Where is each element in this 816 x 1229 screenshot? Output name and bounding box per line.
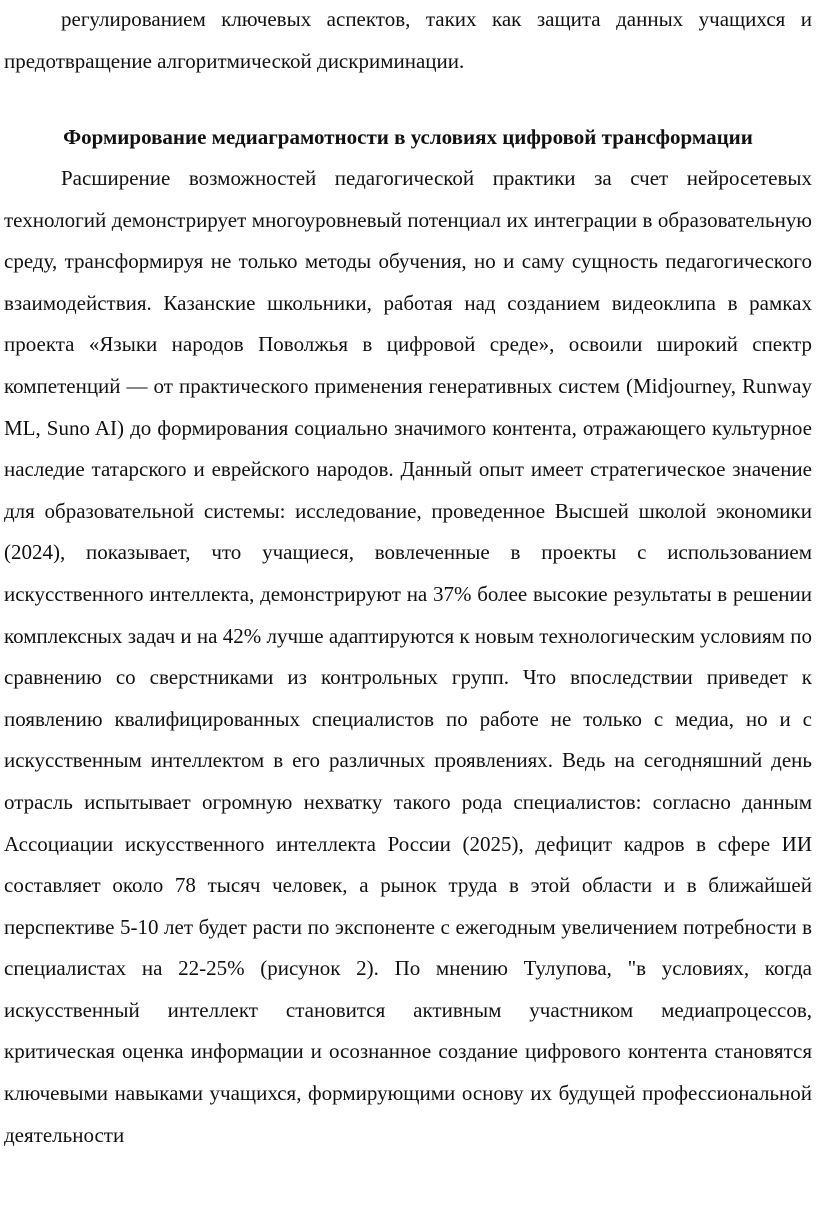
paragraph-continuation: регулированием ключевых аспектов, таких как защита данных учащихся и предотвращение алгоритмической дискриминации. — [4, 7, 812, 73]
section-heading: Формирование медиаграмотности в условиях цифровой трансформации — [63, 125, 753, 149]
paragraph-main: Расширение возможностей педагогической практики за счет нейросетевых технологий демонстрирует многоуровневый потенциал их интеграции в образовательную среду, трансформируя не только методы обучения, но и саму сущность педагогического взаимодействия. Казанские школьники, работая над созданием видеоклипа в рамках проекта «Языки народов Поволжья в цифровой среде», освоили широкий спектр компетенций — от практического применения генеративных систем (Midjourney, Runway ML, Suno AI) до формирования социально значимого контента, отражающего культурное наследие татарского и еврейского народов. Данный опыт имеет стратегическое значение для образовательной системы: исследование, проведенное Высшей школой экономики (2024), показывает, что учащиеся, вовлеченные в проекты с использованием искусственного интеллекта, демонстрируют на 37% более высокие результаты в решении комплексных задач и на 42% лучше адаптируются к новым технологическим условиям по сравнению со сверстниками из контрольных групп. Что впоследствии приведет к появлению квалифицированных специалистов по работе не только с медиа, но и с искусственным интеллектом в его различных проявлениях. Ведь на сегодняшний день отрасль испытывает огромную нехватку такого рода специалистов: согласно данным Ассоциации искусственного интеллекта России (2025), дефицит кадров в сфере ИИ составляет около 78 тысяч человек, а рынок труда в этой области и в ближайшей перспективе 5-10 лет будет расти по экспоненте с ежегодным увеличением потребности в специалистах на 22-25% (рисунок 2). По мнению Тулупова, "в условиях, когда искусственный интеллект становится активным участником медиапроцессов, критическая оценка информации и осознанное создание цифрового контента становятся ключевыми навыками учащихся, формирующими основу их будущей профессиональной деятельности — [4, 166, 812, 1147]
